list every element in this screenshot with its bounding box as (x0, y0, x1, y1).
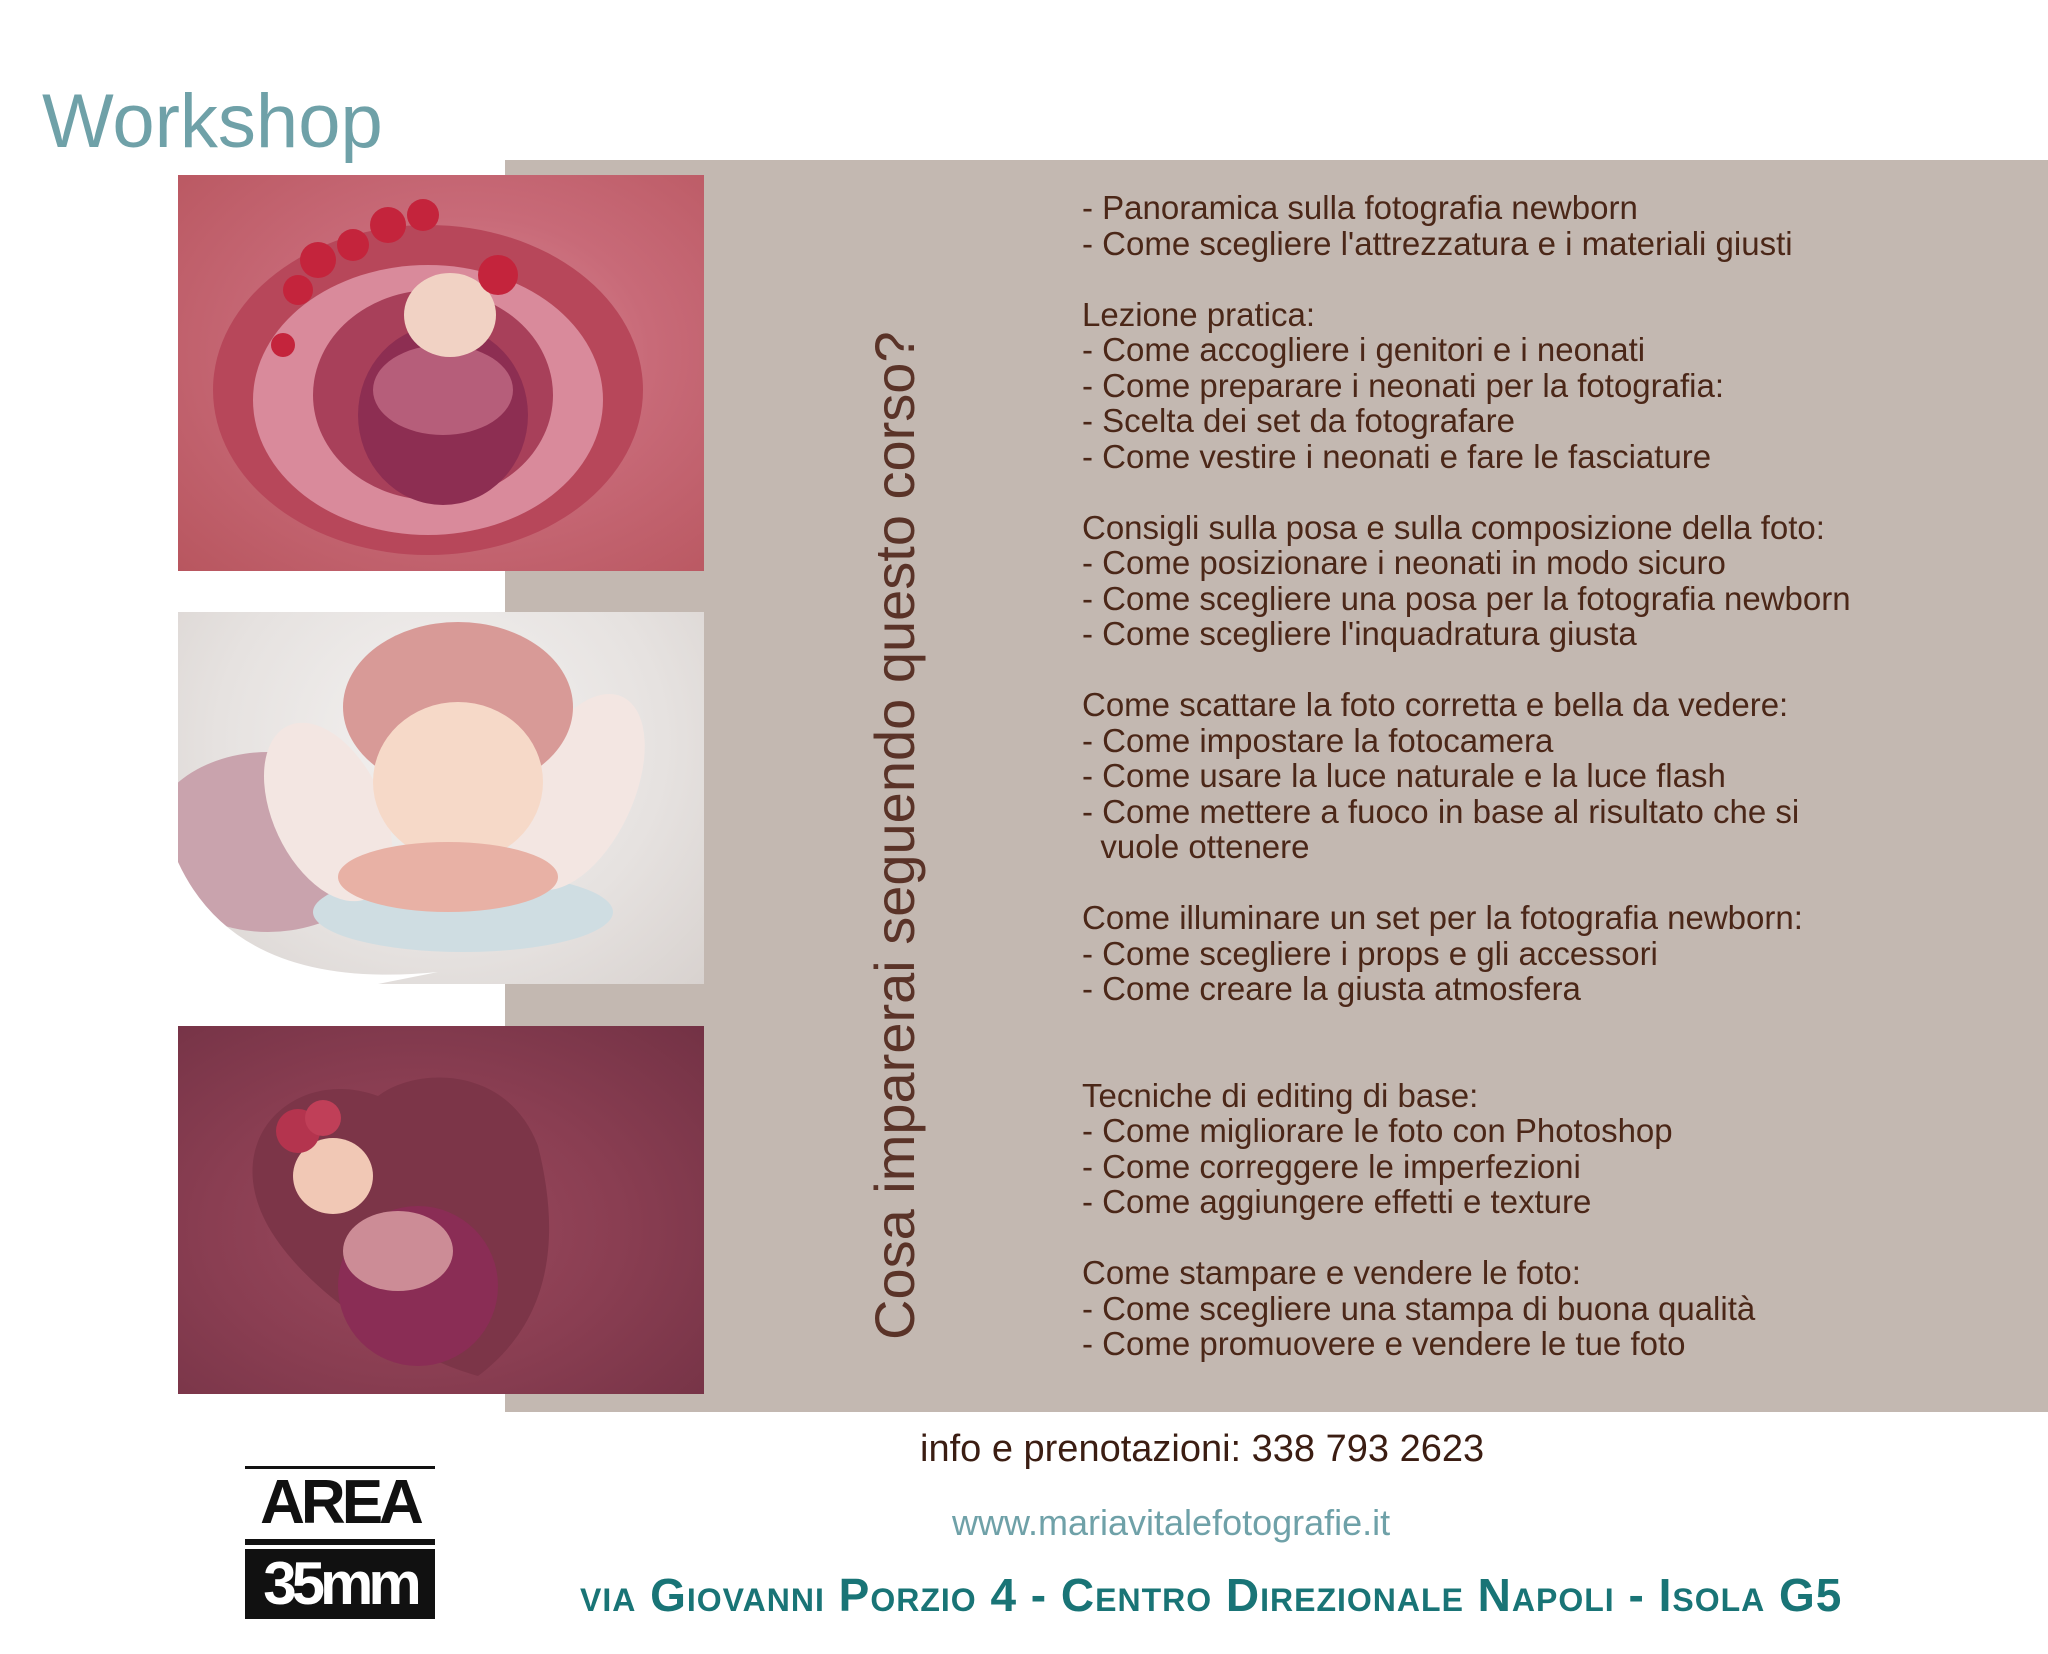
page-title: Workshop (42, 79, 383, 164)
newborn-photo-1 (178, 175, 704, 571)
address: via Giovanni Porzio 4 - Centro Direzionale Napoli - Isola G5 (580, 1569, 1843, 1621)
course-content-list: - Panoramica sulla fotografia newborn - Come scegliere l'attrezzatura e i materiali giusti Lezione pratica: - Come accogliere i genitori e i neonati - Come preparare i neonati per la fotografia: - Scelta dei set da fotografare - Come vestire i neonati e fare le fasciature Consigli sulla posa e sulla composizione della foto: - Come posizionare i neonati in modo sicuro - Come scegliere una posa per la fotografia newborn - Come scegliere l'inquadratura giusta Come scattare la foto corretta e bella da vedere: - Come impostare la fotocamera - Come usare la luce naturale e la luce flash - Come mettere a fuoco in base al risultato che si vuole ottenere Come illuminare un set per la fotografia newborn: - Come scegliere i props e gli accessori - Come creare la giusta atmosfera Tecniche di editing di base: - Come migliorare le foto con Photoshop - Come correggere le imperfezioni - Come aggiungere effetti e texture Come stampare e vendere le foto: - Come scegliere una stampa di buona qualità - Come promuovere e vendere le tue foto (1082, 189, 1851, 1362)
logo-area-text: AREA (260, 1468, 420, 1537)
logo-divider (245, 1539, 435, 1545)
logo-35mm-text: 35mm (245, 1549, 435, 1619)
newborn-photo-2 (178, 612, 704, 984)
contact-info: info e prenotazioni: 338 793 2623 (920, 1428, 1485, 1470)
area-35mm-logo (245, 1466, 435, 1619)
course-question-heading: Cosa imparerai seguendo questo corso? (863, 331, 926, 1340)
newborn-photo-3 (178, 1026, 704, 1394)
website-link[interactable]: www.mariavitalefotografie.it (952, 1502, 1391, 1543)
